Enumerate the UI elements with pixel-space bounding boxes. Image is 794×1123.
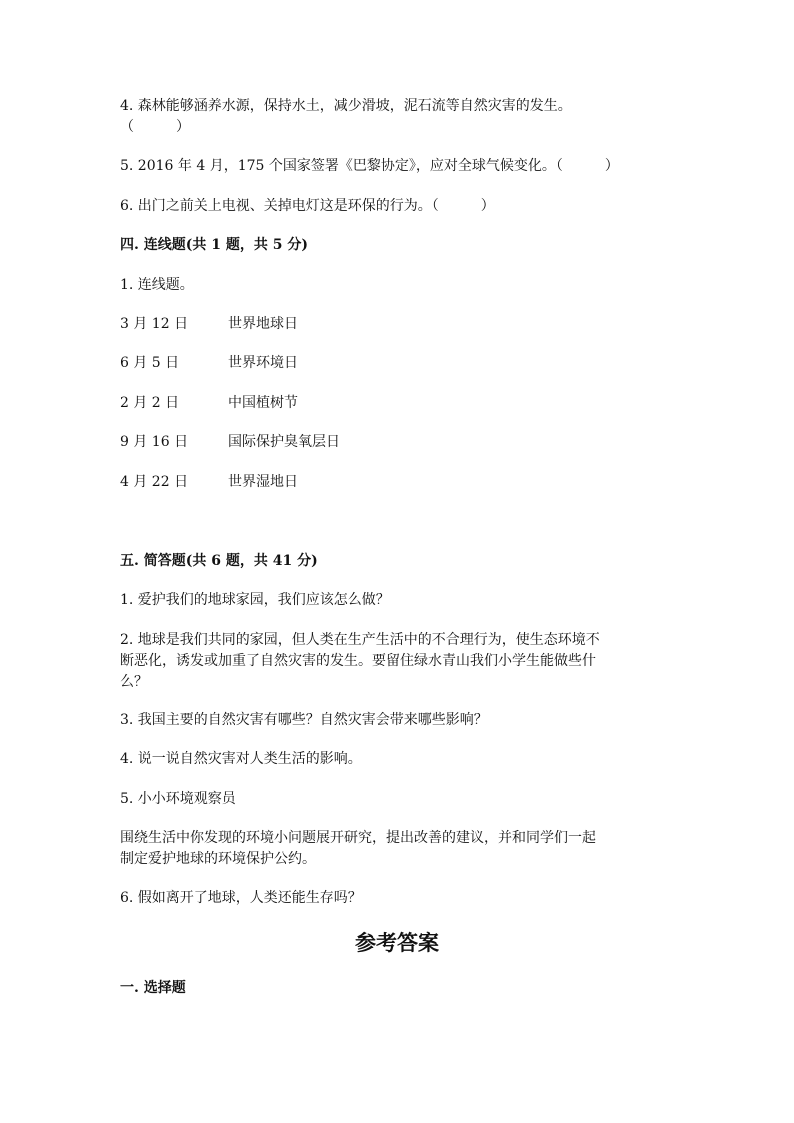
- short-answer-question-2-line-2: 断恶化，诱发或加重了自然灾害的发生。要留住绿水青山我们小学生能做些什: [120, 653, 596, 669]
- judgement-question-5: 5. 2016 年 4 月，175 个国家签署《巴黎协定》，应对全球气候变化。（ ）: [120, 158, 619, 174]
- matching-date: 3 月 12 日: [120, 316, 189, 332]
- matching-question-1: 1. 连线题。: [120, 277, 194, 293]
- answer-key-title: 参考答案: [355, 930, 439, 955]
- short-answer-question-5: 5. 小小环境观察员: [120, 791, 236, 807]
- short-answer-question-2-line-1: 2. 地球是我们共同的家园，但人类在生产生活中的不合理行为，使生态环境不: [120, 632, 600, 648]
- short-answer-question-1: 1. 爱护我们的地球家园，我们应该怎么做？: [120, 592, 390, 608]
- matching-section-heading: 四. 连线题(共 1 题，共 5 分): [120, 237, 308, 253]
- matching-event: 国际保护臭氧层日: [228, 434, 340, 450]
- short-answer-question-3: 3. 我国主要的自然灾害有哪些？自然灾害会带来哪些影响？: [120, 712, 488, 728]
- judgement-question-4-line-1: 4. 森林能够涵养水源，保持水土，减少滑坡，泥石流等自然灾害的发生。: [120, 98, 572, 114]
- matching-date: 2 月 2 日: [120, 395, 180, 411]
- answer-section-1-heading: 一. 选择题: [120, 980, 186, 996]
- judgement-question-6: 6. 出门之前关上电视、关掉电灯这是环保的行为。（ ）: [120, 198, 495, 214]
- short-answer-question-5-description-line-2: 制定爱护地球的环境保护公约。: [120, 851, 316, 867]
- short-answer-question-2-line-3: 么？: [120, 674, 148, 690]
- short-answer-question-5-description-line-1: 围绕生活中你发现的环境小问题展开研究，提出改善的建议，并和同学们一起: [120, 830, 596, 846]
- matching-date: 9 月 16 日: [120, 434, 189, 450]
- matching-event: 世界环境日: [228, 355, 298, 371]
- short-answer-question-6: 6. 假如离开了地球，人类还能生存吗？: [120, 890, 362, 906]
- matching-event: 世界湿地日: [228, 474, 298, 490]
- matching-date: 6 月 5 日: [120, 355, 180, 371]
- matching-event: 中国植树节: [228, 395, 298, 411]
- matching-event: 世界地球日: [228, 316, 298, 332]
- short-answer-section-heading: 五. 简答题(共 6 题，共 41 分): [120, 553, 318, 569]
- short-answer-question-4: 4. 说一说自然灾害对人类生活的影响。: [120, 751, 362, 767]
- judgement-question-4-answer-blank: （ ）: [120, 119, 190, 135]
- matching-date: 4 月 22 日: [120, 474, 189, 490]
